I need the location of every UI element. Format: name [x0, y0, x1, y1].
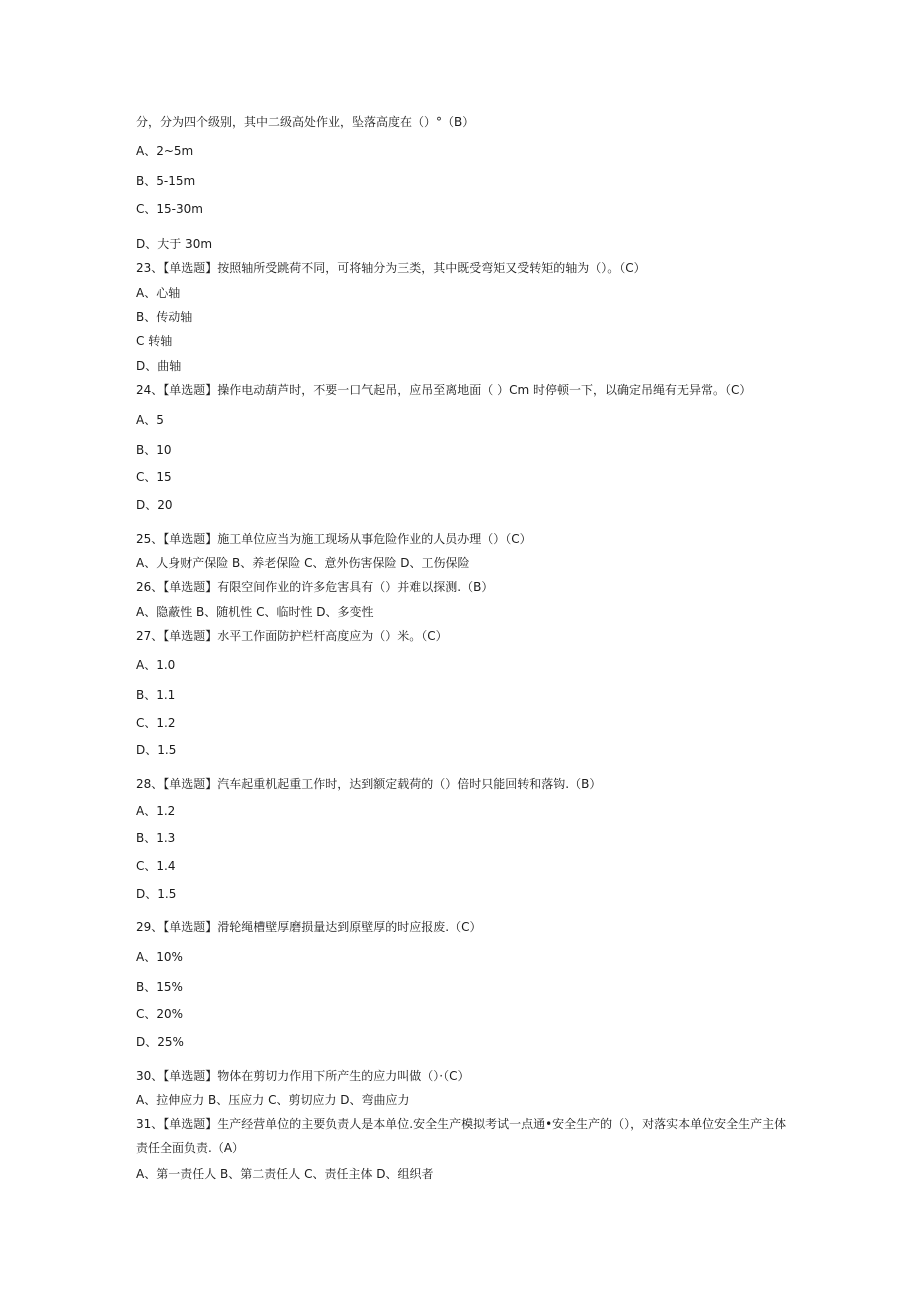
option-d: D、1.5	[136, 743, 177, 757]
option-a: A、1.0	[136, 658, 176, 672]
option-d: D、25%	[136, 1035, 184, 1049]
option-d: D、1.5	[136, 887, 177, 901]
options-26: A、隐蔽性 B、随机性 C、临时性 D、多变性	[136, 605, 374, 619]
question-26: 26、【单选题】有限空间作业的许多危害具有（）并难以探测.（B）	[136, 580, 494, 594]
option-c: C、20%	[136, 1007, 184, 1021]
option-c: C、1.4	[136, 859, 176, 873]
option-a: A、5	[136, 413, 164, 427]
options-31: A、第一责任人 B、第二责任人 C、责任主体 D、组织者	[136, 1167, 434, 1181]
question-31: 31、【单选题】生产经营单位的主要负责人是本单位.安全生产模拟考试一点通•安全生产的（），对落实本单位安全生产主体责任全面负责.（A）	[136, 1117, 787, 1155]
option-b: B、10	[136, 443, 172, 457]
option-a: A、2~5m	[136, 144, 194, 158]
option-b: B、1.3	[136, 831, 176, 845]
question-24: 24、【单选题】操作电动葫芦时，不要一口气起吊，应吊至离地面（ ）Cm 时停顿一下，以确定吊绳有无异常。（C）	[136, 383, 752, 397]
options-30: A、拉伸应力 B、压应力 C、剪切应力 D、弯曲应力	[136, 1093, 410, 1107]
option-b: B、15%	[136, 980, 183, 994]
option-a: A、心轴	[136, 286, 181, 300]
option-a: A、1.2	[136, 804, 176, 818]
option-d: D、20	[136, 498, 173, 512]
option-c: C 转轴	[136, 334, 173, 348]
question-23: 23、【单选题】按照轴所受跳荷不同，可将轴分为三类，其中既受弯矩又受转矩的轴为（）。（C）	[136, 261, 646, 275]
option-b: B、传动轴	[136, 310, 193, 324]
option-b: B、5-15m	[136, 174, 196, 188]
option-d: D、曲轴	[136, 359, 182, 373]
question-28: 28、【单选题】汽车起重机起重工作时，达到额定载荷的（）倍时只能回转和落钩.（B）	[136, 777, 602, 791]
option-a: A、10%	[136, 950, 183, 964]
question-30: 30、【单选题】物体在剪切力作用下所产生的应力叫做（）·（C）	[136, 1069, 470, 1083]
question-27: 27、【单选题】水平工作面防护栏杆高度应为（）米。（C）	[136, 629, 448, 643]
option-c: C、1.2	[136, 716, 176, 730]
question-25: 25、【单选题】施工单位应当为施工现场从事危险作业的人员办理（）（C）	[136, 532, 532, 546]
question-29: 29、【单选题】滑轮绳槽壁厚磨损量达到原壁厚的时应报废.（C）	[136, 920, 482, 934]
option-d: D、大于 30m	[136, 237, 213, 251]
options-25: A、人身财产保险 B、养老保险 C、意外伤害保险 D、工伤保险	[136, 556, 470, 570]
option-c: C、15	[136, 470, 172, 484]
option-c: C、15-30m	[136, 202, 203, 216]
question-22-stem-continued: 分，分为四个级别，其中二级高处作业，坠落高度在（）°（B）	[136, 115, 475, 129]
option-b: B、1.1	[136, 688, 176, 702]
